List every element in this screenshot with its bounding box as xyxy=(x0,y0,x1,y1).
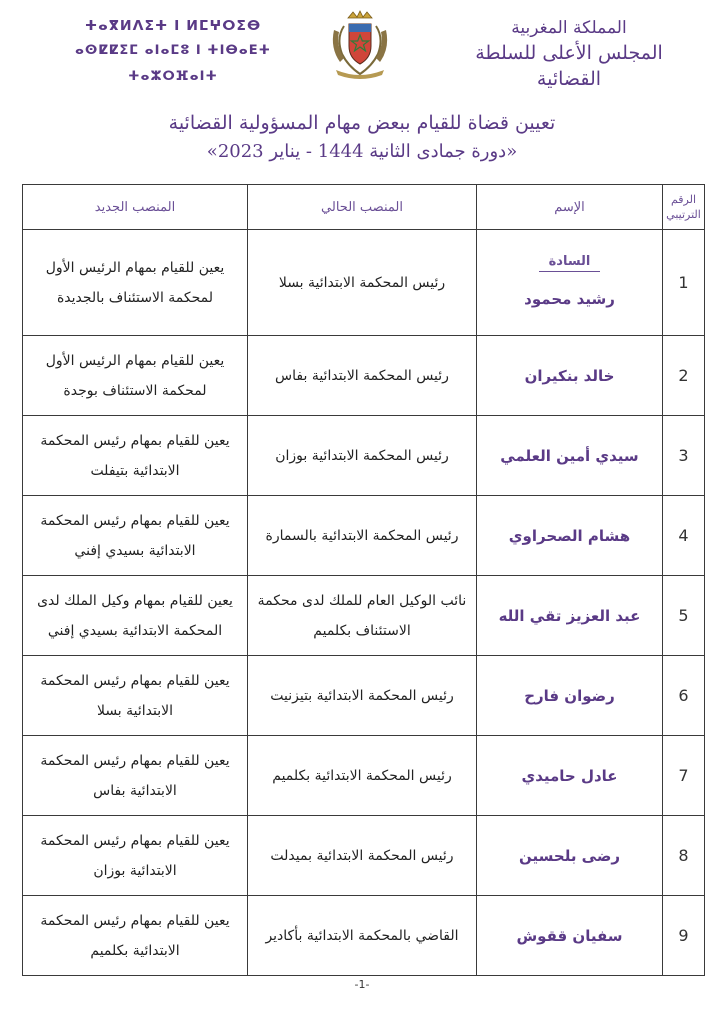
row-new-position: يعين للقيام بمهام الرئيس الأول لمحكمة الاستئناف بالجديدة xyxy=(23,230,248,336)
table-row xyxy=(23,416,705,496)
row-current-position: رئيس المحكمة الابتدائية بميدلت xyxy=(248,816,477,896)
row-number: 3 xyxy=(663,416,705,496)
kingdom-name-tifinagh: ⵜⴰⴳⵍⴷⵉⵜ ⵏ ⵍⵎⵖⵔⵉⴱ xyxy=(84,18,262,34)
table-row xyxy=(23,336,705,416)
table-row xyxy=(23,896,705,976)
institution-header-arabic xyxy=(444,16,694,92)
row-current-position: رئيس المحكمة الابتدائية بالسمارة xyxy=(248,496,477,576)
row-current-position: رئيس المحكمة الابتدائية بكلميم xyxy=(248,736,477,816)
row-name: رشيد محمود xyxy=(524,290,615,308)
council-name-tifinagh: ⴰⵙⵇⵇⵉⵎ ⴰⵏⴰⵎⵓ ⵏ ⵜⵏⴱⴰⴹⵜ ⵜⴰⵣⵔⴼⴰⵏⵜ xyxy=(75,43,271,84)
table-header-row xyxy=(23,185,705,230)
kingdom-name-arabic: المملكة المغربية xyxy=(511,18,627,38)
row-new-position: يعين للقيام بمهام رئيس المحكمة الابتدائية بوزان xyxy=(23,816,248,896)
header-number: الرقم الترتيبي xyxy=(663,185,705,230)
row-name-cell xyxy=(477,230,663,336)
row-current-position: نائب الوكيل العام للملك لدى محكمة الاستئناف بكلميم xyxy=(248,576,477,656)
row-current-position: رئيس المحكمة الابتدائية بفاس xyxy=(248,336,477,416)
header-current-position: المنصب الحالي xyxy=(248,185,477,230)
header-new-position: المنصب الجديد xyxy=(23,185,248,230)
row-new-position: يعين للقيام بمهام الرئيس الأول لمحكمة الاستئناف بوجدة xyxy=(23,336,248,416)
table-row xyxy=(23,656,705,736)
row-number: 2 xyxy=(663,336,705,416)
page-number: -1- xyxy=(354,978,370,991)
row-name: رضى بلحسين xyxy=(477,816,663,896)
row-current-position: القاضي بالمحكمة الابتدائية بأكادير xyxy=(248,896,477,976)
row-current-position: رئيس المحكمة الابتدائية بوزان xyxy=(248,416,477,496)
table-row xyxy=(23,230,705,336)
row-name: عبد العزيز تقي الله xyxy=(477,576,663,656)
row-new-position: يعين للقيام بمهام رئيس المحكمة الابتدائية بفاس xyxy=(23,736,248,816)
row-new-position: يعين للقيام بمهام رئيس المحكمة الابتدائية بسلا xyxy=(23,656,248,736)
row-name: سفيان ققوش xyxy=(477,896,663,976)
header-name: الإسم xyxy=(477,185,663,230)
row-name: عادل حاميدي xyxy=(477,736,663,816)
row-new-position: يعين للقيام بمهام رئيس المحكمة الابتدائية بتيفلت xyxy=(23,416,248,496)
document-title xyxy=(0,108,724,166)
row-name: خالد بنكيران xyxy=(477,336,663,416)
row-name: هشام الصحراوي xyxy=(477,496,663,576)
row-number: 8 xyxy=(663,816,705,896)
table-row xyxy=(23,496,705,576)
row-number: 4 xyxy=(663,496,705,576)
row-number: 5 xyxy=(663,576,705,656)
row-current-position: رئيس المحكمة الابتدائية بسلا xyxy=(248,230,477,336)
table-row xyxy=(23,576,705,656)
row-new-position: يعين للقيام بمهام وكيل الملك لدى المحكمة الابتدائية بسيدي إفني xyxy=(23,576,248,656)
honorific-label: السادة xyxy=(539,254,601,272)
coat-of-arms-icon xyxy=(326,8,394,80)
row-number: 1 xyxy=(663,230,705,336)
row-name: سيدي أمين العلمي xyxy=(477,416,663,496)
row-number: 9 xyxy=(663,896,705,976)
row-number: 7 xyxy=(663,736,705,816)
row-new-position: يعين للقيام بمهام رئيس المحكمة الابتدائية بكلميم xyxy=(23,896,248,976)
row-name: رضوان فارح xyxy=(477,656,663,736)
appointments-table xyxy=(22,184,705,976)
council-name-arabic: المجلس الأعلى للسلطة القضائية xyxy=(475,42,663,90)
row-new-position: يعين للقيام بمهام رئيس المحكمة الابتدائية بسيدي إفني xyxy=(23,496,248,576)
institution-header-tifinagh xyxy=(28,14,318,90)
table-row xyxy=(23,736,705,816)
table-row xyxy=(23,816,705,896)
title-session: «دورة جمادى الثانية 1444 - يناير 2023» xyxy=(206,141,518,162)
row-number: 6 xyxy=(663,656,705,736)
row-current-position: رئيس المحكمة الابتدائية بتيزنيت xyxy=(248,656,477,736)
title-main: تعيين قضاة للقيام ببعض مهام المسؤولية القضائية xyxy=(168,112,556,134)
